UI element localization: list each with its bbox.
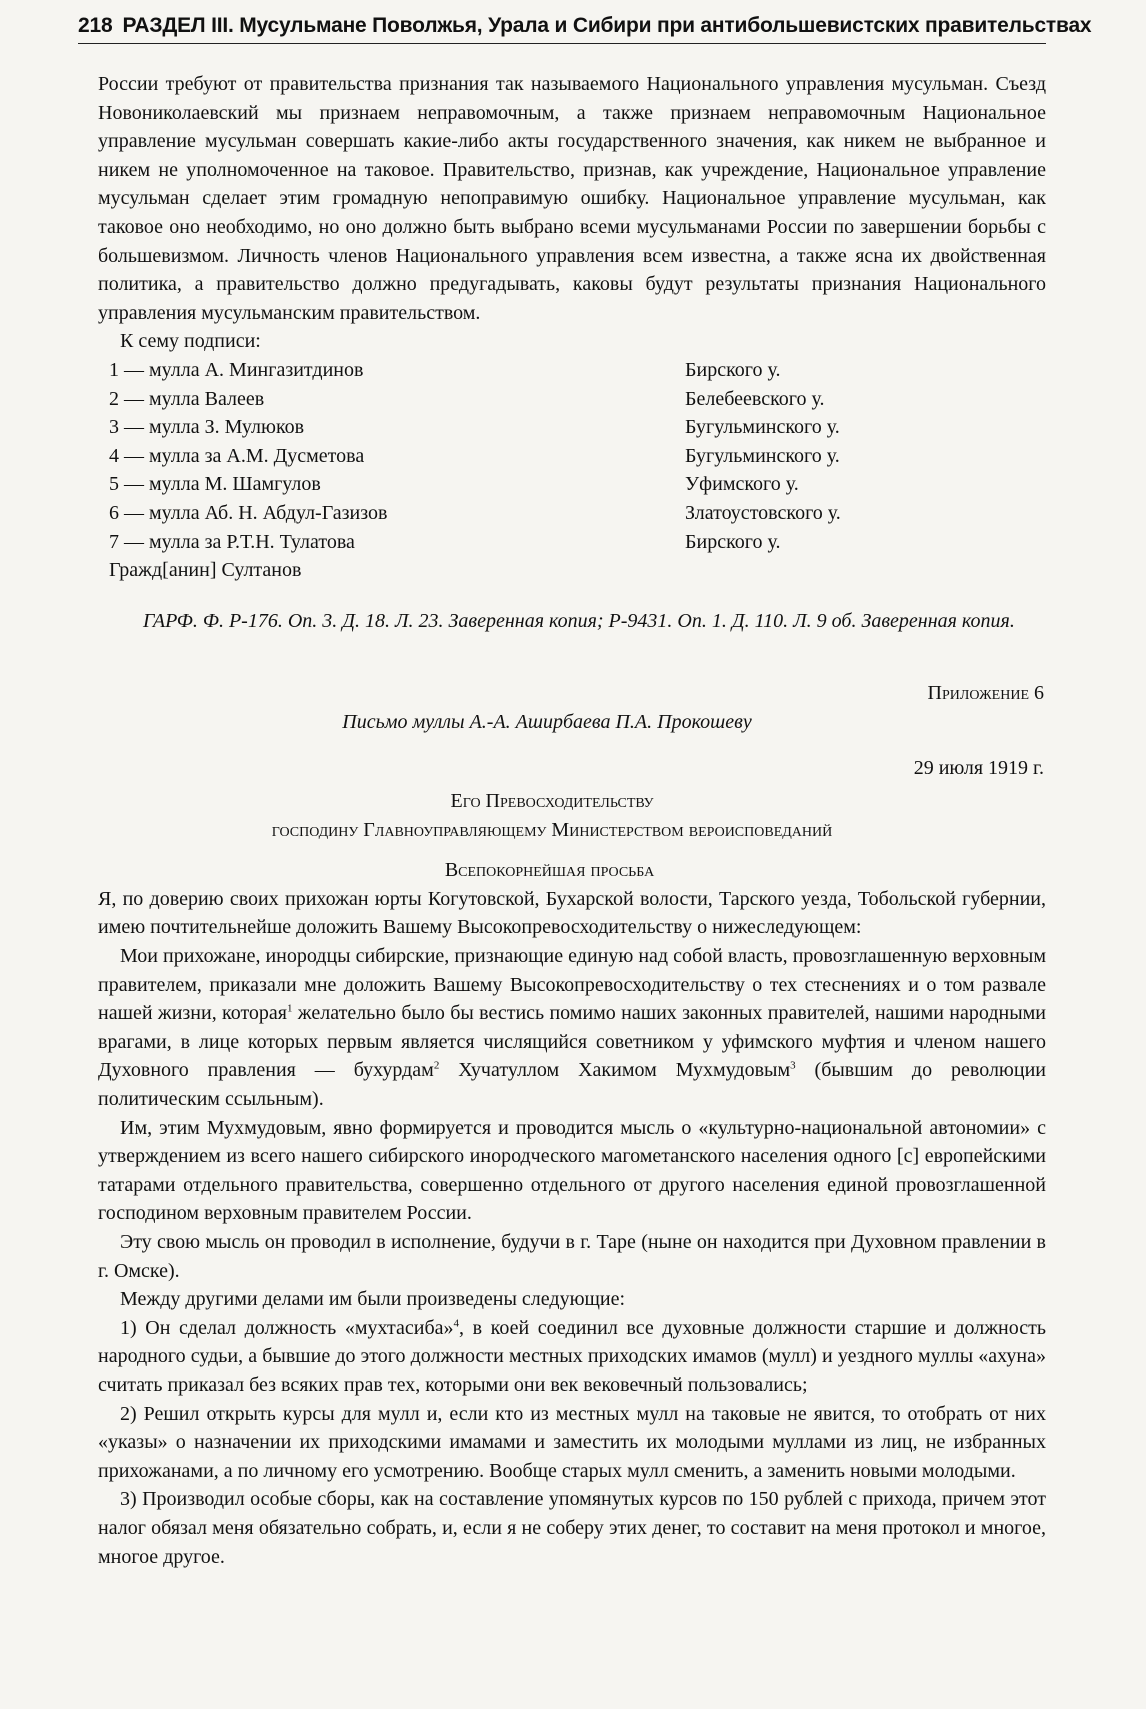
footnote-marker[interactable]: 4 bbox=[453, 1317, 459, 1330]
running-header bbox=[78, 14, 1092, 44]
signer-district: Бугульминского у. bbox=[685, 416, 840, 439]
letter-paragraph-5: Между другими делами им были произведены следующие: bbox=[120, 1288, 626, 1311]
address-line-1: Его Превосходительству bbox=[450, 790, 654, 813]
address-line-2: господину Главноуправляющему Министерством вероисповеданий bbox=[271, 818, 833, 841]
letter-paragraph-4: Эту свою мысль он проводил в исполнение, будучи в г. Таре (ныне он находится при Духовном правлении в г. Омске). bbox=[98, 1230, 1046, 1282]
letter-paragraph-3: Им, этим Мухмудовым, явно формируется и проводится мысль о «культурно-национальной автономии» с утверждением из всего нашего сибирского инородческого магометанского населения одного [с] европейскими татарами отдельного правительства, совершенно отдельного от другого населения единой провозглашенной господином верховным правителем России. bbox=[98, 1116, 1046, 1225]
signature-list bbox=[98, 356, 1046, 585]
paragraph-text: Хучатуллом Хакимом Мухмудовым bbox=[439, 1059, 791, 1082]
signer-name: 7 — мулла за Р.Т.Н. Тулатова bbox=[109, 530, 355, 553]
page-number: 218 bbox=[78, 14, 113, 37]
signer-name: 5 — мулла М. Шамгулов bbox=[109, 473, 321, 496]
signer-district: Бирского у. bbox=[685, 358, 781, 381]
signer-name: Гражд[анин] Султанов bbox=[109, 559, 302, 582]
letter-paragraph-2 bbox=[98, 942, 1046, 1114]
signatures-label: К сему подписи: bbox=[120, 330, 261, 353]
signer-district: Бирского у. bbox=[685, 530, 781, 553]
footnote-marker[interactable]: 2 bbox=[433, 1059, 440, 1072]
signature-row bbox=[98, 528, 1046, 557]
paragraph-text: желательно было бы вестись помимо наших законных правителей, нашими народными врагами, в лице которых первым является числящийся советником у уфимского муфтия и членом нашего Духовного правления — бухурдам bbox=[98, 1002, 1046, 1082]
appendix-title: Письмо муллы А.-А. Аширбаева П.А. Прокошеву bbox=[342, 710, 752, 733]
paragraph-text: , в коей соединил все духовные должности старшие и должность народного судьи, а бывшие до этого должности местных приходских имамов (мулл) и уездного муллы «ахуна» считать приказал без всяких прав тех, которыми они век вековечный пользовались; bbox=[98, 1316, 1046, 1396]
signer-district: Уфимского у. bbox=[685, 473, 799, 496]
paragraph-text: (бывшим до революции политическим ссыльным). bbox=[98, 1059, 1046, 1110]
letter-paragraph-1: Я, по доверию своих прихожан юрты Когутовской, Бухарской волости, Тарского уезда, Тобольской губернии, имею почтительнейше доложить Вашему Высокопревосходительству о нижеследующем: bbox=[98, 887, 1046, 939]
paragraph-text: Мои прихожане, инородцы сибирские, признающие единую над собой власть, провозглашенную верховным правителем, приказали мне доложить Вашему Высокопревосходительству о тех стеснениях и о том развале нашей жизни, которая bbox=[98, 945, 1046, 1025]
signature-row bbox=[98, 470, 1046, 499]
appendix-number: Приложение 6 bbox=[927, 682, 1044, 705]
signer-district: Златоустовского у. bbox=[685, 501, 841, 524]
signature-row bbox=[98, 413, 1046, 442]
signature-row bbox=[98, 442, 1046, 471]
footnote-marker[interactable]: 3 bbox=[790, 1059, 796, 1072]
signer-name: 3 — мулла З. Мулюков bbox=[109, 416, 305, 439]
signer-district: Бугульминского у. bbox=[685, 444, 840, 467]
signer-name: 1 — мулла А. Мингазитдинов bbox=[109, 358, 364, 381]
letter-paragraph-7: 2) Решил открыть курсы для мулл и, если кто из местных мулл на таковые не явится, то отобрать от них «указы» о назначении их приходскими имамами и заместить их молодыми муллами из лиц, не избранных прихожанами, а по личному его усмотрению. Вообще старых мулл сменить, а заменить новыми молодыми. bbox=[98, 1402, 1046, 1482]
page-body bbox=[98, 70, 1046, 1571]
signature-row bbox=[98, 385, 1046, 414]
paragraph-text: 1) Он сделал должность «мухтасиба» bbox=[120, 1316, 454, 1339]
letter-date: 29 июля 1919 г. bbox=[913, 757, 1044, 780]
intro-paragraph: России требуют от правительства признания так называемого Национального управления мусульман. Съезд Новониколаевский мы признаем неправомочным, а также признаем неправомочным Национальное управление мусульман совершать какие-либо акты государственного значения, как никем не выбранное и никем не уполномоченное на таковое. Правительство, признав, как учреждение, Национальное управление мусульман сделает этим громадную непоправимую ошибку. Национальное управление мусульман, как таковое оно необходимо, но оно должно быть выбрано всеми мусульманами России по завершении борьбы с большевизмом. Личность членов Национального управления всем известна, а также ясна их двойственная политика, а правительство должно предугадывать, каковы будут результаты признания Национального управления мусульманским правительством. bbox=[98, 73, 1046, 324]
signature-row bbox=[98, 356, 1046, 385]
signer-district: Белебеевского у. bbox=[685, 387, 825, 410]
letter-paragraph-8: 3) Производил особые сборы, как на составление упомянутых курсов по 150 рублей с прихода, причем этот налог обязал меня обязательно собрать, и, если я не соберу этих денег, то составит на меня протокол и многое, многое другое. bbox=[98, 1488, 1046, 1568]
plea-heading: Всепокорнейшая просьба bbox=[444, 859, 655, 882]
letter-paragraph-6 bbox=[98, 1314, 1046, 1400]
section-title: РАЗДЕЛ III. Мусульмане Поволжья, Урала и Сибири при антибольшевистских правительствах bbox=[122, 14, 1092, 37]
signer-name: 4 — мулла за А.М. Дусметова bbox=[109, 444, 365, 467]
signer-name: 2 — мулла Валеев bbox=[109, 387, 265, 410]
archival-source: ГАРФ. Ф. Р-176. Оп. 3. Д. 18. Л. 23. Заверенная копия; Р-9431. Оп. 1. Д. 110. Л. 9 об. Заверенная копия. bbox=[143, 609, 1015, 632]
footnote-marker[interactable]: 1 bbox=[287, 1002, 293, 1015]
signature-row bbox=[98, 499, 1046, 528]
signature-row bbox=[98, 556, 1046, 585]
signer-name: 6 — мулла Аб. Н. Абдул-Газизов bbox=[109, 501, 388, 524]
